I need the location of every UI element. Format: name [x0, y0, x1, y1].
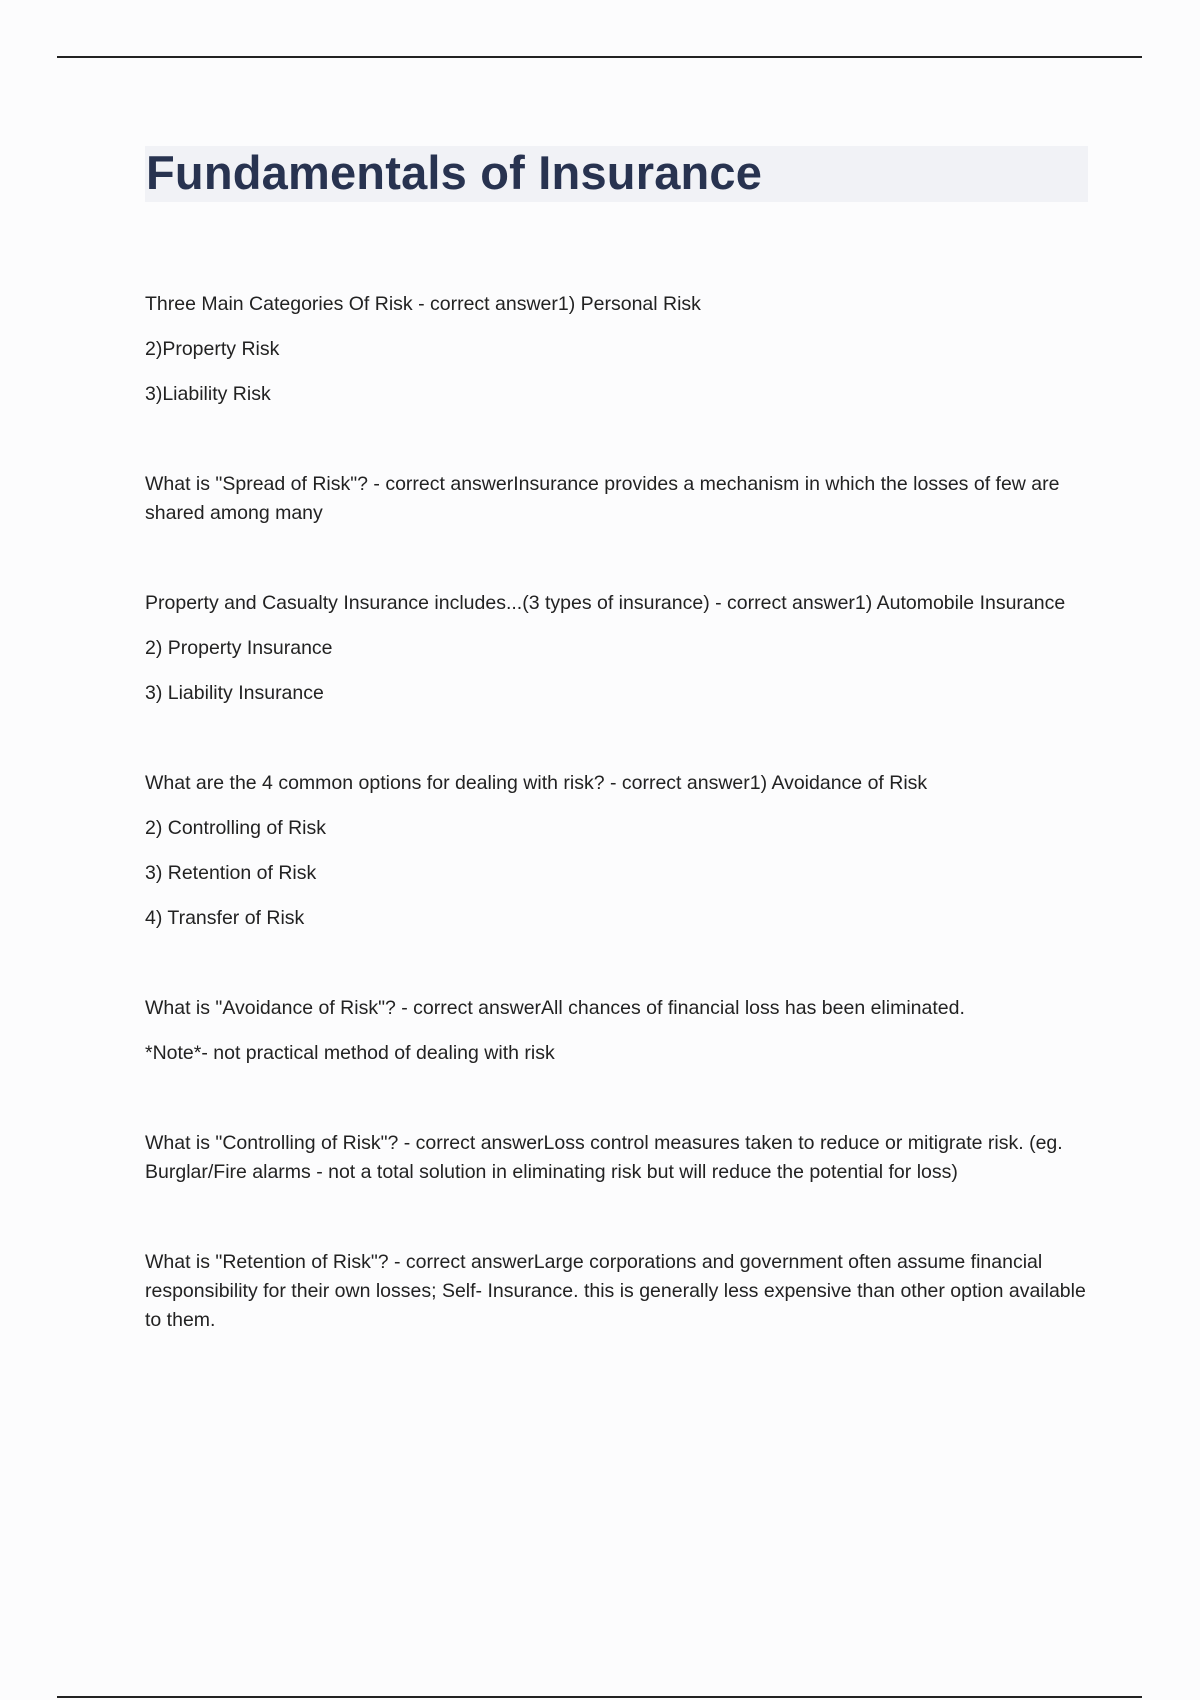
- qa-line: 2) Controlling of Risk: [145, 817, 326, 839]
- qa-line: What is "Retention of Risk"? - correct answerLarge corporations and government often assume financial responsibility for their own losses; Self- Insurance. this is generally less expensive than other option available to them.: [145, 1251, 1086, 1331]
- qa-line: What is "Avoidance of Risk"? - correct answerAll chances of financial loss has been eliminated.: [145, 997, 965, 1019]
- qa-line: 3) Retention of Risk: [145, 862, 317, 884]
- qa-line: *Note*- not practical method of dealing with risk: [145, 1042, 555, 1064]
- qa-line: Property and Casualty Insurance includes...(3 types of insurance) - correct answer1) Automobile Insurance: [145, 592, 1066, 614]
- qa-item-avoidance: [145, 994, 1090, 1068]
- qa-line: What are the 4 common options for dealing with risk? - correct answer1) Avoidance of Risk: [145, 772, 928, 794]
- qa-item-risk-categories: [145, 290, 1090, 409]
- page-title: Fundamentals of Insurance: [146, 146, 763, 199]
- qa-line: Three Main Categories Of Risk - correct answer1) Personal Risk: [145, 293, 701, 315]
- qa-item-risk-options: [145, 769, 1090, 933]
- top-rule: [57, 56, 1142, 58]
- qa-item-controlling: [145, 1129, 1090, 1187]
- qa-line: 3) Liability Insurance: [145, 682, 324, 704]
- qa-list: [145, 290, 1090, 1396]
- bottom-rule: [57, 1696, 1142, 1698]
- qa-item-property-casualty: [145, 589, 1090, 708]
- qa-line: 3)Liability Risk: [145, 383, 271, 405]
- qa-line: 2)Property Risk: [145, 338, 280, 360]
- qa-item-spread-of-risk: [145, 470, 1090, 528]
- qa-line: What is "Spread of Risk"? - correct answerInsurance provides a mechanism in which the losses of few are shared among many: [145, 473, 1060, 524]
- qa-item-retention: [145, 1248, 1090, 1335]
- qa-line: 2) Property Insurance: [145, 637, 333, 659]
- qa-line: 4) Transfer of Risk: [145, 907, 305, 929]
- qa-line: What is "Controlling of Risk"? - correct answerLoss control measures taken to reduce or mitigrate risk. (eg. Burglar/Fire alarms - not a total solution in eliminating risk but will reduce the potential for loss): [145, 1132, 1063, 1183]
